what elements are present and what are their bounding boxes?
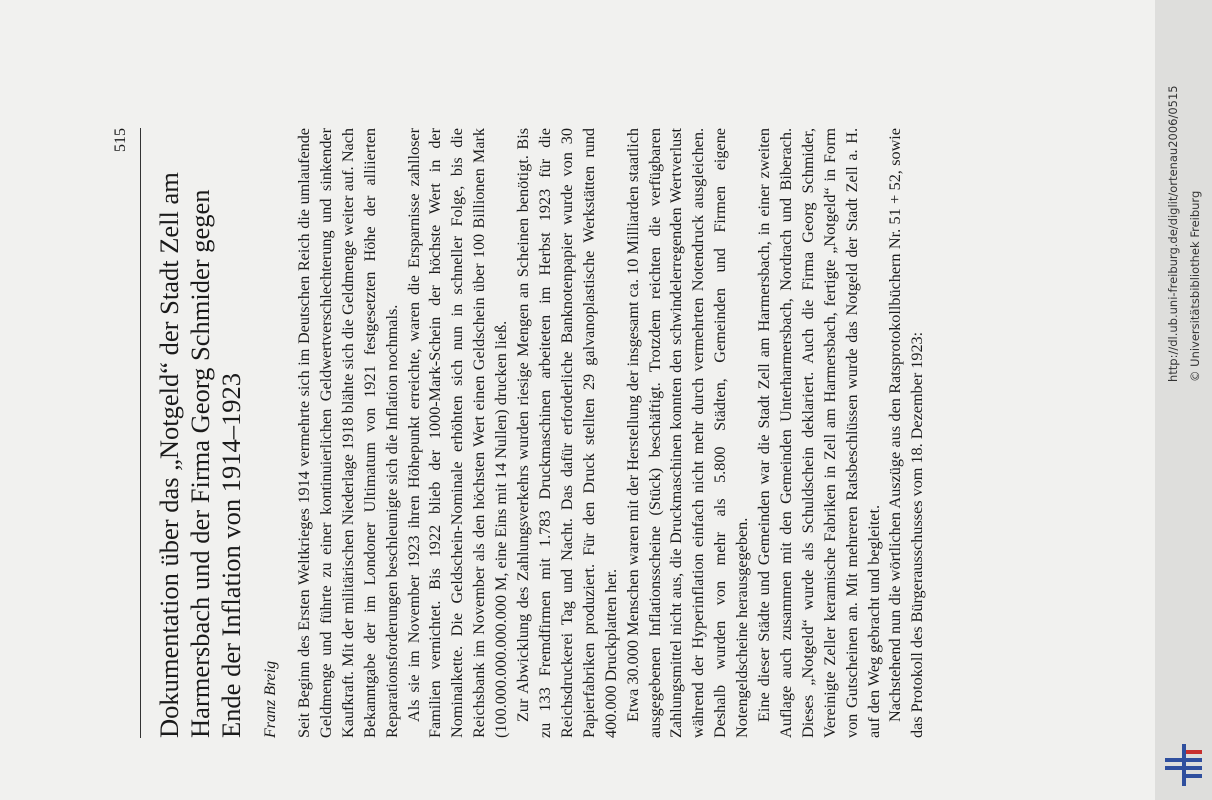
body-paragraph: Als sie im November 1923 ihren Höhepunkt erreichte, waren die Ersparnisse zahlloser Familien vernichtet. Bis 1922 blieb der 1000-Mark-Schein der höchste Wert in der Nominalkette. Die Geldschein-Nominale erhöhten sich nun in schneller Folge, bis die Reichsbank im November als den höchsten Wert einen Geldschein über 100 Billionen Mark (100.000.000.000.000 M, eine Eins mit 14 Nullen) drucken ließ. — [404, 128, 511, 738]
body-paragraph: Nachstehend nun die wörtlichen Auszüge aus den Ratsprotokollbüchern Nr. 51 + 52, sowie das Protokoll des Bürgerausschusses vom 18. Dezember 1923: — [886, 128, 927, 738]
university-library-logo-icon — [1163, 744, 1205, 786]
copyright-notice: © Universitätsbibliothek Freiburg — [1188, 190, 1202, 382]
body-paragraph: Eine dieser Städte und Gemeinden war die Stadt Zell am Harmersbach, in einer zweiten Auflage auch zusammen mit den Gemeinden Unterharmersbach, Nordrach und Biberach. Dieses „Notgeld“ wurde als Schuldschein deklariert. Auch die Firma Georg Schmider, Vereinigte Zeller keramische Fabriken in Zell am Harmersbach, fertigte „Notgeld“ in Form von Gutscheinen an. Mit mehreren Ratsbeschlüssen wurde das Notgeld der Stadt Zell a. H. auf den Weg gebracht und begleitet. — [755, 128, 883, 738]
body-paragraph: Zur Abwicklung des Zahlungsverkehrs wurden riesige Mengen an Scheinen benötigt. Bis zu 133 Fremdfirmen mit 1.783 Druckmaschinen arbeiteten im Herbst 1923 für die Reichsdruckerei Tag und Nacht. Das dafür erforderliche Banknotenpapier wurde von 30 Papierfabriken produziert. Für den Druck stellten 29 galvanoplastische Werkstätten rund 400.000 Druckplatten her. — [514, 128, 620, 738]
page-number: 515 — [112, 128, 129, 152]
article-title — [154, 172, 247, 738]
article-body — [294, 128, 929, 738]
title-line: Ende der Inflation von 1914–1923 — [216, 372, 246, 738]
title-line: Harmersbach und der Firma Georg Schmider gegen — [185, 189, 215, 738]
title-line: Dokumentation über das „Notgeld“ der Stadt Zell am — [154, 172, 184, 738]
source-url-link[interactable]: http://dl.ub.uni-freiburg.de/diglit/ortenau2006/0515 — [1166, 85, 1180, 382]
header-rule — [140, 128, 141, 738]
body-paragraph: Etwa 30.000 Menschen waren mit der Herstellung der insgesamt ca. 10 Milliarden staatlich ausgegebenen Inflationsscheine (Stück) beschäftigt. Trotzdem reichten die verfügbaren Zahlungsmittel nicht aus, die Druckmaschinen konnten den schwindelerregenden Wertverlust während der Hyperinflation einfach nicht mehr durch vermehrten Notendruck ausgleichen. Deshalb wurden von mehr als 5.800 Städten, Gemeinden und Firmen eigene Notengeldscheine herausgegeben. — [623, 128, 752, 738]
sidebar-text — [1159, 12, 1209, 382]
source-sidebar — [1155, 0, 1212, 800]
author-name: Franz Breig — [262, 660, 279, 738]
body-paragraph: Seit Beginn des Ersten Weltkrieges 1914 vermehrte sich im Deutschen Reich die umlaufende Geldmenge und führte zu einer kontinuierlichen Geldwertverschlechterung und sinkender Kaufkraft. Mit der militärischen Niederlage 1918 blähte sich die Geldmenge weiter auf. Nach Bekanntgabe der im Londoner Ultimatum von 1921 festgesetzten Höhe der alliierten Reparationsforderungen beschleunigte sich die Inflation nochmals. — [295, 128, 401, 738]
